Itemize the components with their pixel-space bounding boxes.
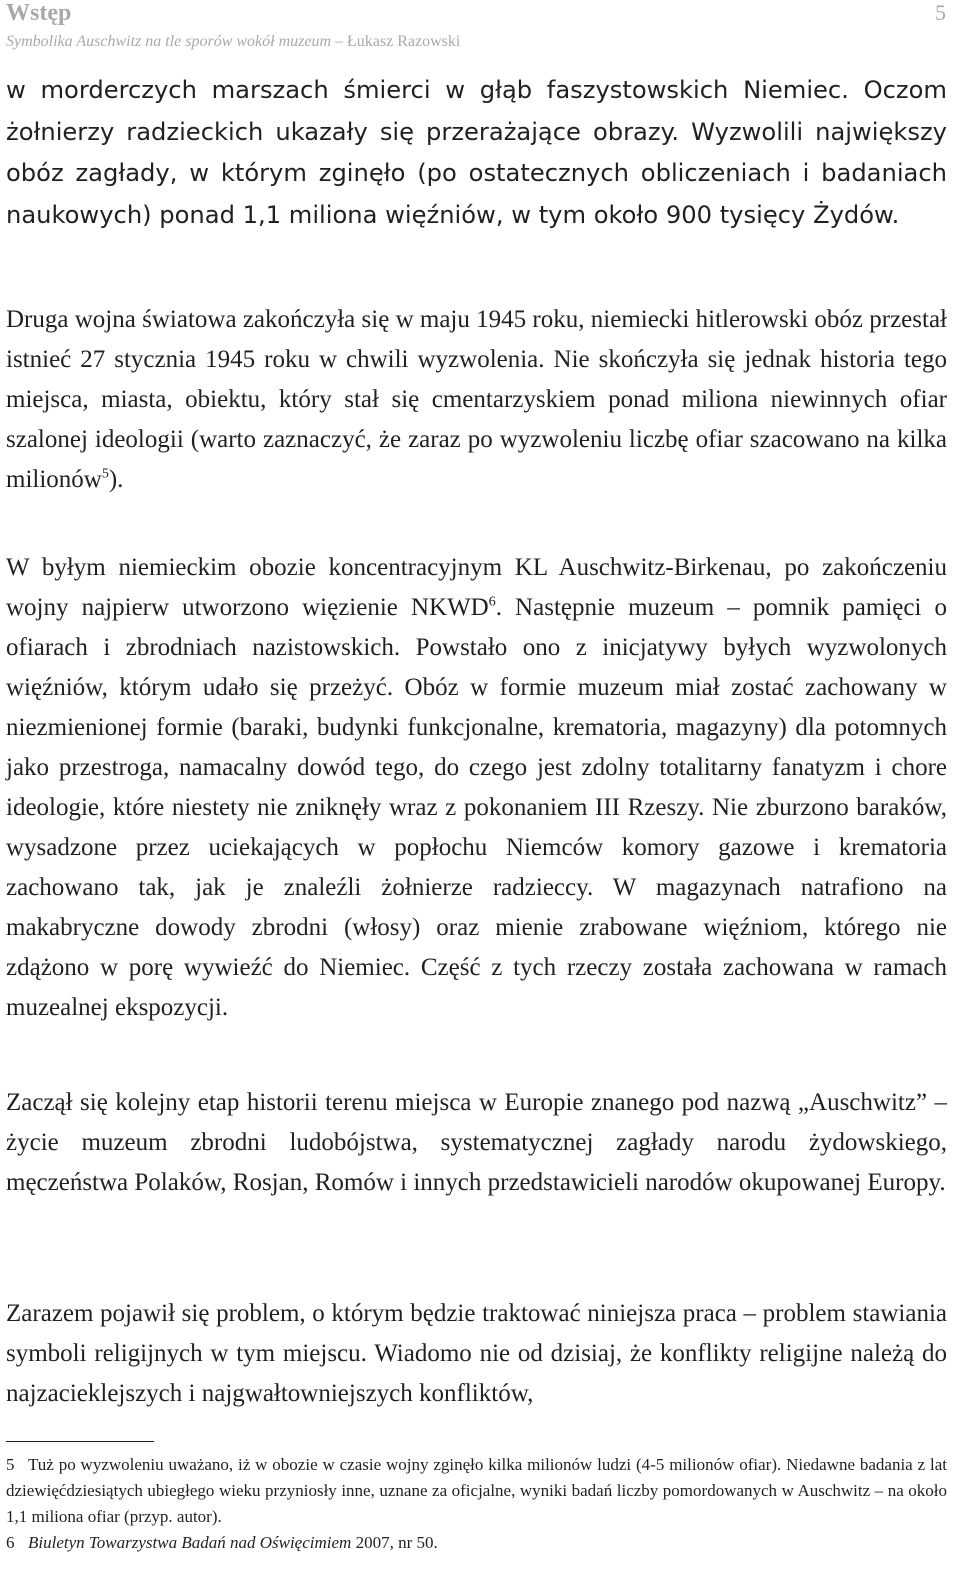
book-subtitle xyxy=(6,32,460,52)
paragraph-museum-life: Zaczął się kolejny etap historii terenu miejsca w Europie znanego pod nazwą „Auschwitz” – życie muzeum zbrodni ludobójstwa, systematycznej zagłady narodu żydowskiego, męczeństwa Polaków, Rosjan, Romów i innych przedstawicieli narodów okupowanej Europy. xyxy=(6,1089,947,1196)
author-name: Łukasz Razowski xyxy=(347,33,461,50)
paragraph-text: ). xyxy=(108,466,124,493)
page-number: 5 xyxy=(935,0,946,25)
footnote-5 xyxy=(6,1452,947,1530)
paragraph-end-of-war xyxy=(6,300,947,500)
running-header xyxy=(6,0,946,60)
section-title: Wstęp xyxy=(6,0,72,26)
book-title: Symbolika Auschwitz na tle sporów wokół muzeum xyxy=(6,33,332,50)
subtitle-dash: – xyxy=(335,33,344,50)
footnote-ref-5[interactable]: 5 xyxy=(101,466,109,482)
paragraph-text: W byłym niemieckim obozie koncentracyjnym KL Auschwitz-Birkenau, po zakończeniu wojny najpierw utworzono więzienie NKWD xyxy=(6,554,947,621)
footnotes xyxy=(6,1452,947,1556)
paragraph-museum-founding xyxy=(6,548,947,1028)
footnote-separator xyxy=(6,1441,154,1442)
paragraph-text: . Następnie muzeum – pomnik pamięci o ofiarach i zbrodniach nazistowskich. Powstało ono z inicjatywy byłych wyzwolonych więźniów, którym udało się przeżyć. Obóz w formie muzeum miał zostać zachowany w niezmienionej formie (baraki, budynki funkcjonalne, krematoria, magazyny) dla potomnych jako przestroga, namacalny dowód tego, do czego jest zdolny totalitarny fanatyzm i chore ideologie, które niestety nie zniknęły wraz z pokonaniem III Rzeszy. Nie zburzono baraków, wysadzone przez uciekających w popłochu Niemców komory gazowe i krematoria zachowano tak, jak je znaleźli żołnierze radzieccy. W magazynach natrafiono na makabryczne dowody zbrodni (włosy) oraz mienie zrabowane więźniom, którego nie zdążono w porę wywieźć do Niemiec. Część z tych rzeczy została zachowana w ramach muzealnej ekspozycji. xyxy=(6,594,947,1021)
footnote-ref-6[interactable]: 6 xyxy=(488,594,496,610)
paragraph-text: Druga wojna światowa zakończyła się w maju 1945 roku, niemiecki hitlerowski obóz przestał istnieć 27 stycznia 1945 roku w chwili wyzwolenia. Nie skończyła się jednak historia tego miejsca, miasta, obiektu, który stał się cmentarzyskiem ponad miliona niewinnych ofiar szalonej ideologii (warto zaznaczyć, że zaraz po wyzwoleniu liczbę ofiar szacowano na kilka milionów xyxy=(6,306,947,493)
footnote-number: 6 xyxy=(6,1533,15,1552)
paragraph-religious-symbols: Zarazem pojawił się problem, o którym będzie traktować niniejsza praca – problem stawiania symboli religijnych w tym miejscu. Wiadomo nie od dzisiaj, że konflikty religijne należą do najzacieklejszych i najgwałtowniejszych konfliktów, xyxy=(6,1300,947,1407)
footnote-6 xyxy=(6,1530,947,1556)
footnote-text: Tuż po wyzwoleniu uważano, iż w obozie w czasie wojny zginęło kilka milionów ludzi (4-5 milionów ofiar). Niedawne badania z lat dziewięćdziesiątych ubiegłego wieku przyniosły inne, uznane za oficjalne, wyniki badań liczby pomordowanych w Auschwitz – na około 1,1 miliona ofiar (przyp. autor). xyxy=(6,1455,947,1526)
footnote-text: 2007, nr 50. xyxy=(351,1533,438,1552)
footnote-source-title: Biuletyn Towarzystwa Badań nad Oświęcimiem xyxy=(28,1533,352,1552)
paragraph-continued: w morderczych marszach śmierci w głąb faszystowskich Niemiec. Oczom żołnierzy radzieckich ukazały się przerażające obrazy. Wyzwolili największy obóz zagłady, w którym zginęło (po ostatecznych obliczeniach i badaniach naukowych) ponad 1,1 miliona więźniów, w tym około 900 tysięcy Żydów. xyxy=(6,76,947,229)
footnote-number: 5 xyxy=(6,1455,15,1474)
